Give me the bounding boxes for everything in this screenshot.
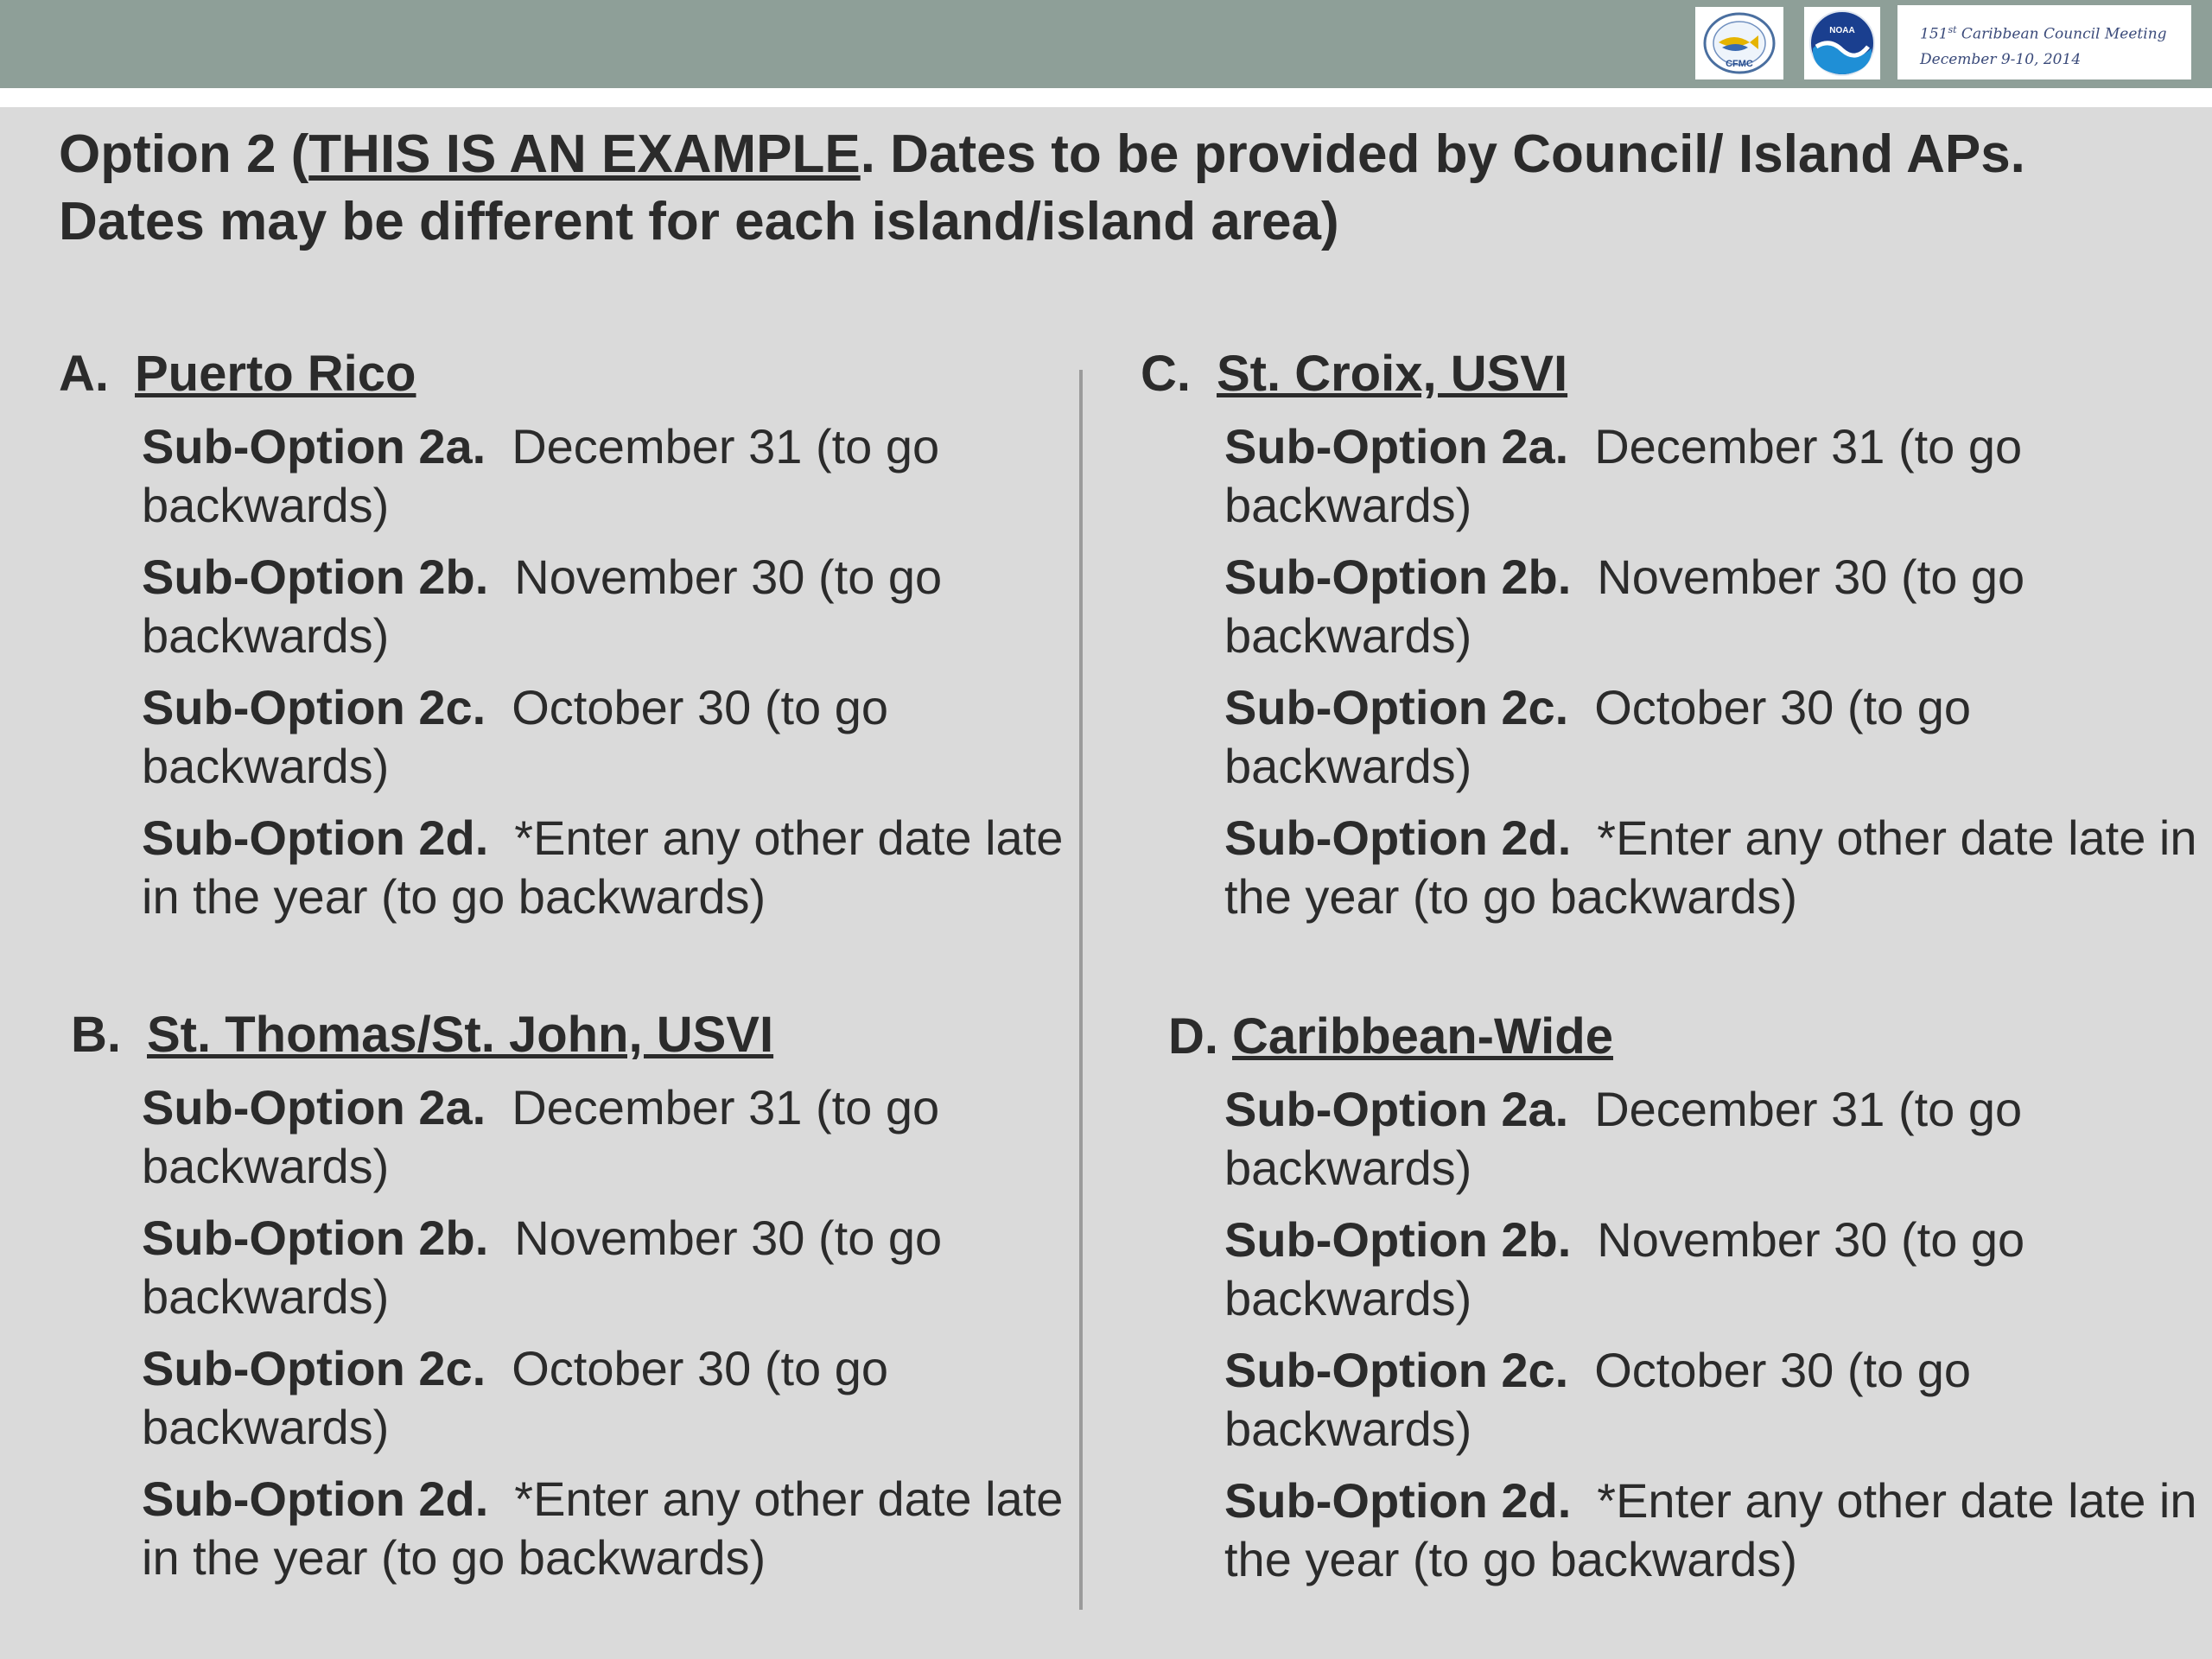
section-name: Puerto Rico	[135, 346, 416, 402]
sub-option-label: Sub-Option 2c.	[142, 680, 486, 734]
meeting-name: Caribbean Council Meeting	[1956, 25, 2167, 43]
sub-option-label: Sub-Option 2d.	[1224, 810, 1572, 865]
sub-option-list	[142, 417, 1075, 926]
header-bar	[0, 0, 2212, 88]
title-underlined: THIS IS AN EXAMPLE	[308, 124, 861, 184]
cfmc-logo-icon	[1700, 10, 1779, 77]
sub-option-label: Sub-Option 2d.	[142, 810, 489, 865]
sub-option-text: *Enter any other date late in the year (to go backwards)	[142, 1471, 1064, 1585]
sub-option-label: Sub-Option 2b.	[142, 1211, 489, 1265]
sub-option-item	[1224, 678, 2209, 796]
section-letter: A.	[59, 346, 109, 402]
title-part-1: Option 2 (	[59, 124, 309, 184]
header-separator	[0, 88, 2212, 107]
sub-option-item	[1224, 548, 2209, 665]
sub-option-label: Sub-Option 2c.	[1224, 1343, 1569, 1397]
section-letter: B.	[71, 1007, 121, 1063]
sub-option-item	[142, 1339, 1075, 1457]
sub-option-label: Sub-Option 2b.	[1224, 1212, 1572, 1267]
sub-option-text: *Enter any other date late in the year (to go backwards)	[1224, 810, 2197, 924]
sub-option-text: *Enter any other date late in the year (to go backwards)	[142, 810, 1064, 924]
cfmc-logo-text: CFMC	[1726, 59, 1753, 69]
sub-option-label: Sub-Option 2a.	[142, 419, 486, 474]
sub-option-item	[142, 417, 1075, 535]
section-letter: D.	[1168, 1008, 1218, 1065]
section-caribbean-wide	[1168, 1007, 2209, 1589]
sub-option-text: November 30 (to go backwards)	[1224, 1212, 2025, 1325]
section-name: Caribbean-Wide	[1232, 1008, 1613, 1065]
noaa-logo	[1804, 7, 1880, 79]
sub-option-item	[1224, 1341, 2209, 1459]
sub-option-item	[142, 809, 1075, 926]
sub-option-item	[142, 548, 1075, 665]
meeting-line-1	[1920, 17, 2191, 48]
sub-option-label: Sub-Option 2a.	[1224, 1082, 1569, 1136]
section-name: St. Thomas/St. John, USVI	[147, 1007, 774, 1063]
sub-option-list	[142, 1078, 1075, 1587]
sub-option-text: October 30 (to go backwards)	[142, 680, 889, 793]
page-title	[59, 121, 2115, 256]
sub-option-item	[1224, 1080, 2209, 1198]
section-st-thomas-st-john	[71, 1005, 1075, 1587]
sub-option-item	[142, 1078, 1075, 1196]
title-part-2: . Dates to be provided by Council/ Island APs. Dates may be different for each island/island area)	[59, 124, 2025, 251]
sub-option-text: *Enter any other date late in the year (to go backwards)	[1224, 1473, 2197, 1586]
section-puerto-rico	[59, 344, 1075, 926]
sub-option-item	[1224, 417, 2209, 535]
sub-option-item	[1224, 809, 2209, 926]
section-heading	[71, 1005, 1075, 1065]
section-heading	[1168, 1007, 2209, 1067]
sub-option-text: December 31 (to go backwards)	[1224, 1082, 2023, 1195]
sub-option-text: November 30 (to go backwards)	[142, 1211, 943, 1324]
sub-option-text: October 30 (to go backwards)	[142, 1341, 889, 1454]
sub-option-text: November 30 (to go backwards)	[142, 550, 943, 663]
section-st-croix	[1141, 344, 2209, 926]
sub-option-item	[1224, 1211, 2209, 1328]
sub-option-label: Sub-Option 2a.	[1224, 419, 1569, 474]
sub-option-item	[142, 1209, 1075, 1326]
sub-option-label: Sub-Option 2b.	[1224, 550, 1572, 604]
column-divider	[1079, 370, 1083, 1610]
cfmc-logo	[1695, 7, 1783, 79]
sub-option-text: December 31 (to go backwards)	[1224, 419, 2023, 532]
sub-option-label: Sub-Option 2b.	[142, 550, 489, 604]
meeting-date: December 9-10, 2014	[1920, 50, 2082, 68]
sub-option-list	[1224, 1080, 2209, 1589]
section-name: St. Croix, USVI	[1217, 346, 1568, 402]
sub-option-label: Sub-Option 2d.	[142, 1471, 489, 1526]
section-heading	[1141, 344, 2209, 404]
sub-option-label: Sub-Option 2d.	[1224, 1473, 1572, 1528]
meeting-number: 151	[1920, 25, 1948, 43]
sub-option-item	[1224, 1471, 2209, 1589]
sub-option-label: Sub-Option 2c.	[142, 1341, 486, 1395]
section-letter: C.	[1141, 346, 1191, 402]
meeting-info	[1897, 5, 2191, 79]
sub-option-text: November 30 (to go backwards)	[1224, 550, 2025, 663]
sub-option-text: December 31 (to go backwards)	[142, 419, 940, 532]
section-heading	[59, 344, 1075, 404]
sub-option-item	[142, 1470, 1075, 1587]
sub-option-text: October 30 (to go backwards)	[1224, 680, 1972, 793]
meeting-number-suffix: st	[1948, 24, 1957, 35]
noaa-logo-text: NOAA	[1829, 26, 1855, 35]
noaa-logo-icon	[1808, 9, 1877, 78]
sub-option-label: Sub-Option 2c.	[1224, 680, 1569, 734]
sub-option-text: December 31 (to go backwards)	[142, 1080, 940, 1193]
sub-option-item	[142, 678, 1075, 796]
sub-option-text: October 30 (to go backwards)	[1224, 1343, 1972, 1456]
sub-option-list	[1224, 417, 2209, 926]
sub-option-label: Sub-Option 2a.	[142, 1080, 486, 1135]
